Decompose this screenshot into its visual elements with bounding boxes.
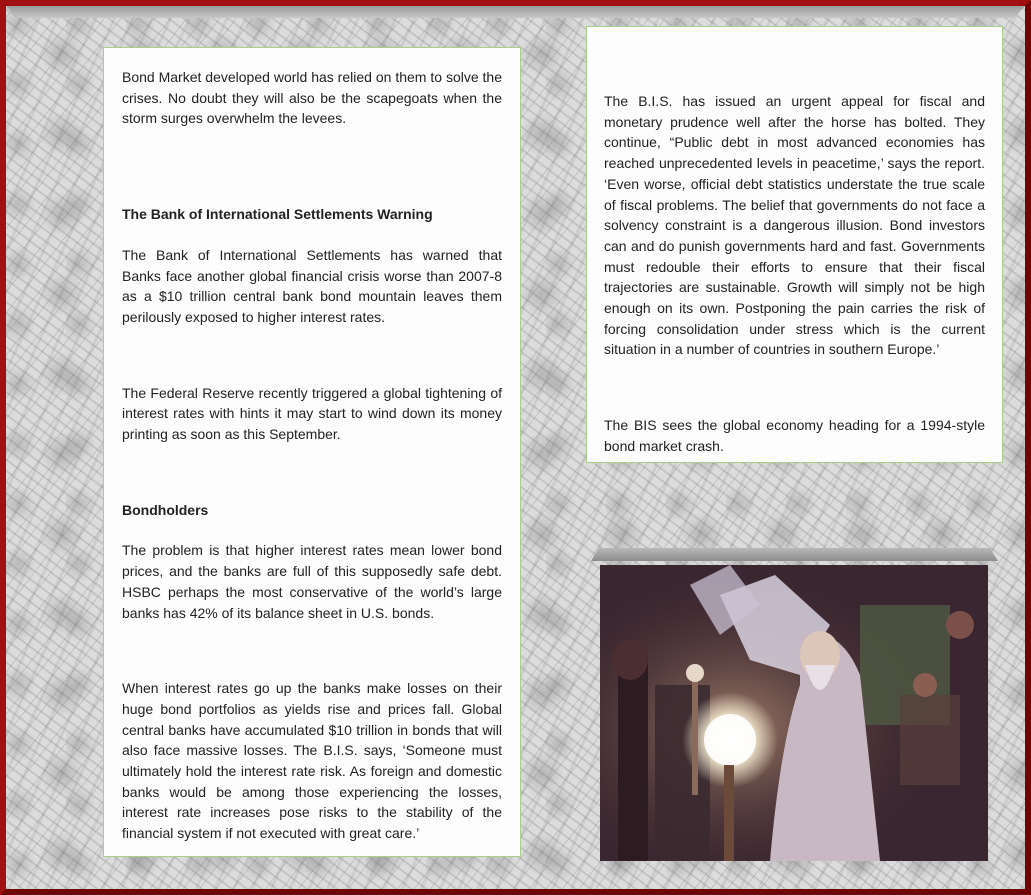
left-paragraph-5: When interest rates go up the banks make losses on their huge bond portfolios as yields rise and prices fall. Global central banks have accumulated $10 trillion in bonds that will also face massive losses. The B.I.S. says, ‘Someone must ultimately hold the interest rate risk. As foreign and domestic banks would be among those experiencing the losses, interest rate increases pose risks to the stability of the financial system if not executed with great care.’	[122, 680, 502, 842]
image-shelf	[591, 548, 998, 561]
painting-illustration	[600, 565, 988, 861]
heading-bis-warning: The Bank of International Settlements Warning	[122, 206, 433, 223]
heading-bondholders: Bondholders	[122, 501, 209, 518]
left-paragraph-3: The Federal Reserve recently triggered a global tightening of interest rates with hints it may start to wind down its money printing as soon as this September.	[122, 384, 502, 443]
left-paragraph-1: Bond Market developed world has relied on them to solve the crises. No doubt they will also be the scapegoats when the storm surges overwhelm the levees.	[122, 69, 502, 127]
alchemist-painting-image	[600, 565, 988, 861]
left-paragraph-4: The problem is that higher interest rates mean lower bond prices, and the banks are full of this supposedly safe debt. HSBC perhaps the most conservative of the world’s large banks has 42% of its balance sheet in U.S. bonds.	[122, 542, 502, 621]
left-text-panel	[103, 47, 521, 857]
left-paragraph-2: The Bank of International Settlements has warned that Banks face another global financial crisis worse than 2007-8 as a $10 trillion central bank bond mountain leaves them perilously exposed to higher interest rates.	[122, 246, 502, 325]
right-text-panel	[586, 26, 1003, 463]
frame-bevel	[6, 6, 1025, 18]
right-paragraph-2: The BIS sees the global economy heading for a 1994-style bond market crash.	[604, 417, 985, 454]
right-paragraph-1: The B.I.S. has issued an urgent appeal for fiscal and monetary prudence well after the horse has bolted. They continue, “Public debt in most advanced economies has reached unprecedented levels in peacetime,’ says the report. ‘Even worse, official debt statistics understate the true scale of fiscal problems. The belief that governments do not face a solvency constraint is a dangerous illusion. Bond investors can and do punish governments hard and fast. Governments must redouble their efforts to ensure that their fiscal trajectories are sustainable. Growth will simply not be high enough on its own. Postponing the pain carries the risk of forcing consolidation under stress which is the current situation in a number of countries in southern Europe.’	[604, 93, 985, 358]
